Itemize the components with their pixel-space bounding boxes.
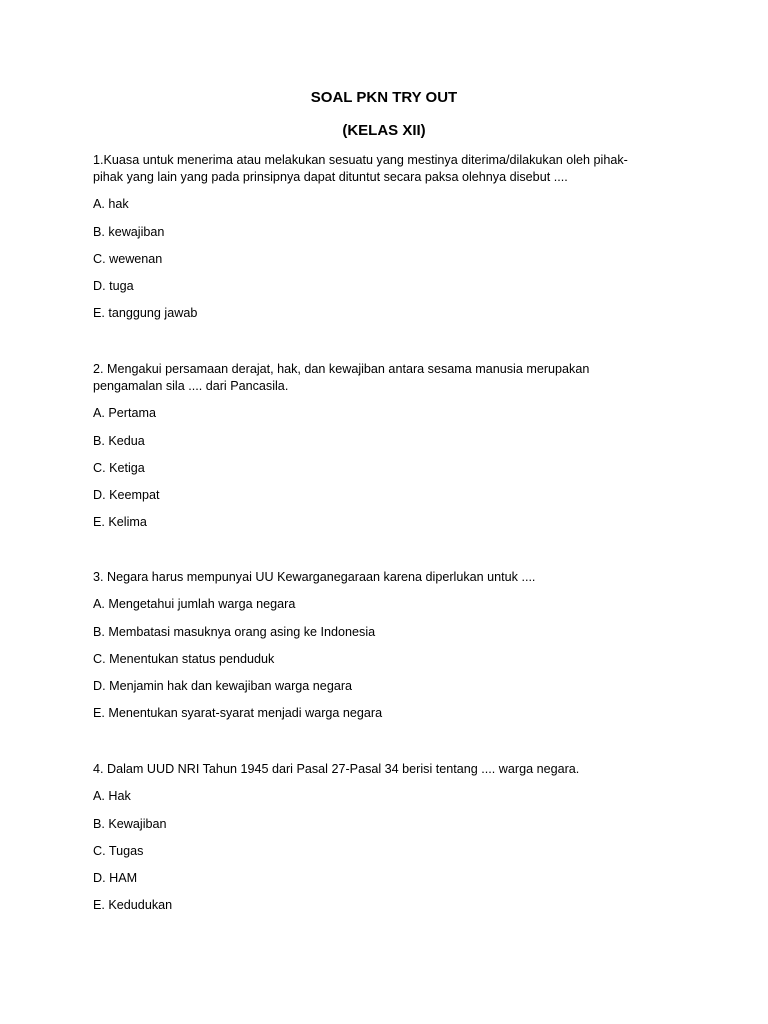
answer-option-d: D. Menjamin hak dan kewajiban warga negara	[93, 679, 353, 694]
answer-option-a: A. hak	[93, 197, 129, 212]
question-3	[93, 569, 663, 722]
answer-option-d: D. Keempat	[93, 488, 160, 503]
answer-option-b: B. Membatasi masuknya orang asing ke Indonesia	[93, 624, 376, 639]
answer-option-c: C. Ketiga	[93, 460, 145, 475]
answer-option-e: E. Kedudukan	[93, 898, 173, 913]
question-stem	[93, 569, 663, 586]
answer-option-b: B. kewajiban	[93, 224, 165, 239]
answer-option-c: C. Menentukan status penduduk	[93, 651, 275, 666]
question-stem	[93, 361, 663, 395]
answer-option-e: E. tanggung jawab	[93, 306, 198, 321]
answer-option-d: D. tuga	[93, 279, 134, 294]
document-title: SOAL PKN TRY OUT	[310, 89, 458, 106]
answer-option-a: A. Hak	[93, 789, 131, 804]
question-4	[93, 761, 663, 914]
question-stem-line: 4. Dalam UUD NRI Tahun 1945 dari Pasal 27-Pasal 34 berisi tentang .... warga negara.	[93, 762, 580, 776]
question-stem	[93, 761, 663, 778]
document-subtitle: (KELAS XII)	[342, 122, 426, 139]
answer-option-a: A. Pertama	[93, 406, 156, 421]
answer-option-c: C. Tugas	[93, 843, 144, 858]
answer-option-e: E. Kelima	[93, 515, 147, 530]
answer-option-b: B. Kedua	[93, 433, 145, 448]
question-stem-line: 3. Negara harus mempunyai UU Kewarganegaraan karena diperlukan untuk ....	[93, 570, 536, 584]
question-1	[93, 152, 663, 322]
answer-option-e: E. Menentukan syarat-syarat menjadi warga negara	[93, 706, 383, 721]
question-stem	[93, 152, 663, 186]
answer-option-a: A. Mengetahui jumlah warga negara	[93, 597, 296, 612]
answer-option-d: D. HAM	[93, 871, 138, 886]
answer-option-c: C. wewenan	[93, 251, 163, 266]
question-stem-line: 1.Kuasa untuk menerima atau melakukan sesuatu yang mestinya diterima/dilakukan oleh pihak-	[93, 153, 628, 167]
question-stem-line: 2. Mengakui persamaan derajat, hak, dan kewajiban antara sesama manusia merupakan	[93, 362, 590, 376]
question-2	[93, 361, 663, 531]
question-stem-line: pihak yang lain yang pada prinsipnya dapat dituntut secara paksa olehnya disebut ....	[93, 170, 568, 184]
answer-option-b: B. Kewajiban	[93, 816, 167, 831]
question-stem-line: pengamalan sila .... dari Pancasila.	[93, 379, 289, 393]
